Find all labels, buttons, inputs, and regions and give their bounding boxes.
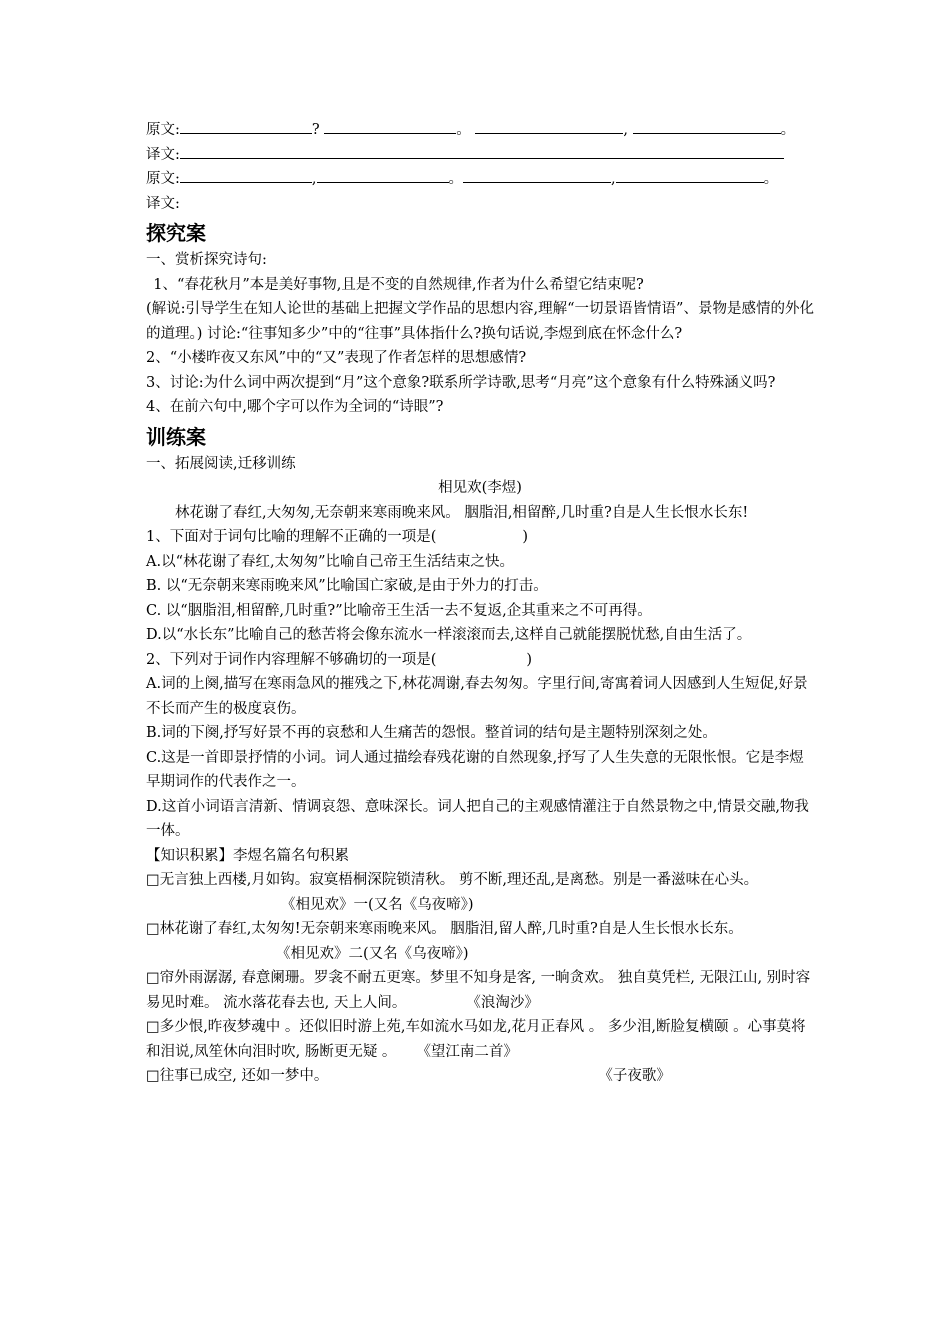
answer-blank[interactable] xyxy=(317,167,449,183)
knowledge-item: □无言独上西楼,月如钩。寂寞梧桐深院锁清秋。 剪不断,理还乱,是离愁。别是一番滋味在心头。《相见欢》一(又名《乌夜啼》) xyxy=(146,868,814,917)
answer-blank[interactable] xyxy=(180,118,312,134)
fill-line-translation-1 xyxy=(146,143,814,168)
answer-blank[interactable] xyxy=(180,167,312,183)
fill-line-original-1: 原文: ? 。 , 。 xyxy=(146,118,814,143)
poem-title: 相见欢(李煜) xyxy=(438,480,522,496)
knowledge-source: 《望江南二首》 xyxy=(416,1043,518,1060)
option: D.以“水长东”比喻自己的愁苦将会像东流水一样滚滚而去,这样自己就能摆脱忧愁,自由生活了。 xyxy=(146,627,752,643)
question-note: (解说:引导学生在知人论世的基础上把握文学作品的思想内容,理解“一切景语皆情语”、景物是感情的外化的道理。) 讨论:“往事知多少”中的“往事”具体指什么?换句话说,李煜到底在怀念什么? xyxy=(146,301,814,342)
knowledge-item: □多少恨,昨夜梦魂中 。还似旧时游上苑,车如流水马如龙,花月正春风 。 多少泪,断脸复横颐 。心事莫将和泪说,凤笙休向泪时吹, 肠断更无疑 。 《望江南二首》 xyxy=(146,1015,814,1064)
answer-blank[interactable] xyxy=(616,167,764,183)
knowledge-source: 《浪淘沙》 xyxy=(466,994,539,1011)
section-subtitle: 一、赏析探究诗句: xyxy=(146,252,267,268)
original-label: 原文: xyxy=(146,122,180,138)
fill-line-original-2: 原文: , 。 , 。 xyxy=(146,167,814,192)
answer-blank[interactable] xyxy=(633,118,781,134)
question-2: 2、“小楼昨夜又东风”中的“又”表现了作者怎样的思想感情? xyxy=(146,350,527,366)
poem-text: 林花谢了春红,大匆匆,无奈朝来寒雨晚来风。 胭脂泪,相留醉,几时重?自是人生长恨水长东! xyxy=(175,504,749,521)
original-label: 原文: xyxy=(146,171,180,187)
knowledge-item: □帘外雨潺潺, 春意阑珊。罗衾不耐五更寒。梦里不知身是客, 一晌贪欢。 独自莫凭栏, 无限江山, 别时容易见时难。 流水落花春去也, 天上人间。 《浪淘沙》 xyxy=(146,966,814,1015)
option: C. 以“胭脂泪,相留醉,几时重?”比喻帝王生活一去不复返,企其重来之不可再得。 xyxy=(146,602,652,619)
section-title-practice: 训练案 xyxy=(146,424,206,449)
answer-blank[interactable] xyxy=(180,143,784,159)
document-page xyxy=(146,118,814,1089)
mc-question-1: 1、下面对于词句比喻的理解不正确的一项是( ) xyxy=(146,529,529,545)
option: B.词的下阕,抒写好景不再的哀愁和人生痛苦的怨恨。整首词的结句是主题特别深刻之处。 xyxy=(146,725,717,741)
option: C.这是一首即景抒情的小词。词人通过描绘春残花谢的自然现象,抒写了人生失意的无限怅恨。它是李煜早期词作的代表作之一。 xyxy=(146,749,804,790)
knowledge-heading: 【知识积累】李煜名篇名句积累 xyxy=(146,847,349,864)
answer-blank[interactable] xyxy=(324,118,456,134)
section-title-explore: 探究案 xyxy=(146,221,206,245)
mc-question-2: 2、下列对于词作内容理解不够确切的一项是( ) xyxy=(146,651,533,668)
knowledge-source: 《子夜歌》 xyxy=(598,1068,671,1084)
option: D.这首小词语言清新、情调哀怨、意味深长。词人把自己的主观感情灌注于自然景物之中,情景交融,物我一体。 xyxy=(146,798,809,839)
fill-line-translation-2 xyxy=(146,192,814,217)
question-1: 1、“春花秋月”本是美好事物,且是不变的自然规律,作者为什么希望它结束呢? xyxy=(153,276,644,293)
knowledge-source: 《相见欢》一(又名《乌夜啼》) xyxy=(281,896,474,913)
question-4: 4、在前六句中,哪个字可以作为全词的“诗眼”? xyxy=(146,399,444,415)
answer-blank[interactable] xyxy=(463,167,611,183)
translation-label: 译文: xyxy=(146,146,180,163)
knowledge-source: 《相见欢》二(又名《乌夜啼》) xyxy=(276,945,469,962)
section-subtitle: 一、拓展阅读,迁移训练 xyxy=(146,455,296,472)
option: A.词的上阕,描写在寒雨急风的摧残之下,林花凋谢,春去匆匆。字里行间,寄寓着词人因感到人生短促,好景不长而产生的极度哀伤。 xyxy=(146,676,808,717)
option: B. 以“无奈朝来寒雨晚来风”比喻国亡家破,是由于外力的打击。 xyxy=(146,578,548,594)
option: A.以“林花谢了春红,太匆匆”比喻自己帝王生活结束之快。 xyxy=(146,553,515,570)
question-3: 3、讨论:为什么词中两次提到“月”这个意象?联系所学诗歌,思考“月亮”这个意象有什么特殊涵义吗? xyxy=(146,374,776,391)
translation-label: 译文: xyxy=(146,195,180,212)
knowledge-item: □林花谢了春红,太匆匆!无奈朝来寒雨晚来风。 胭脂泪,留人醉,几时重?自是人生长恨水长东。《相见欢》二(又名《乌夜啼》) xyxy=(146,917,814,966)
knowledge-item: □往事已成空, 还如一梦中。 《子夜歌》 xyxy=(146,1064,814,1089)
answer-blank[interactable] xyxy=(475,118,623,134)
